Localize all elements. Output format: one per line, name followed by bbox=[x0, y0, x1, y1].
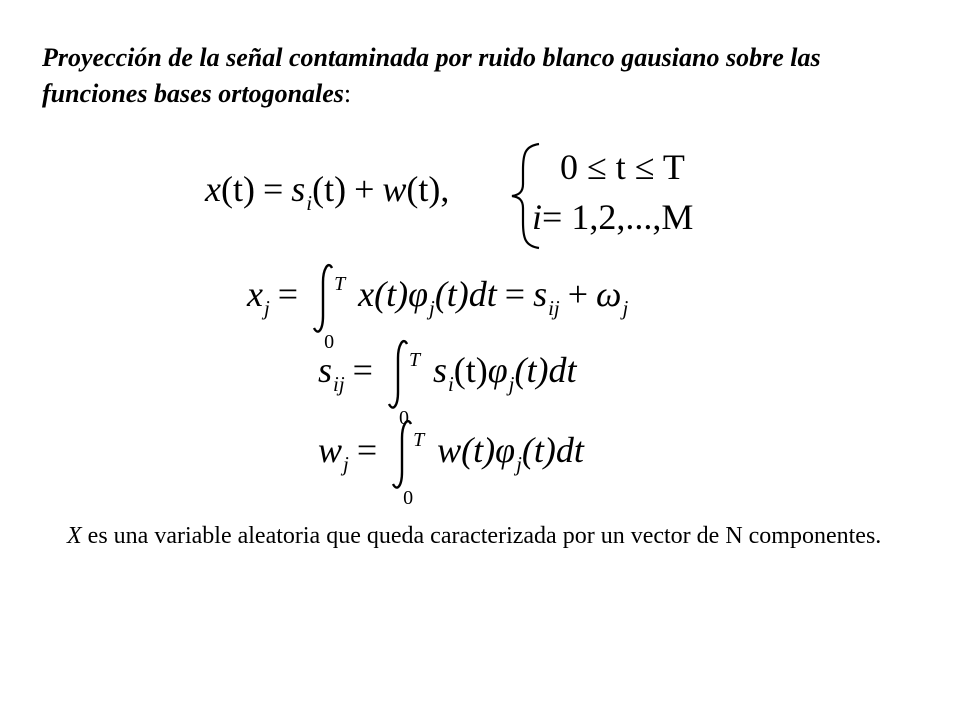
eq1-w-t: (t), bbox=[406, 169, 450, 209]
equation-projection bbox=[247, 264, 629, 353]
integral-icon bbox=[385, 344, 431, 429]
eq3-si-sub: i bbox=[447, 371, 454, 396]
eq2-omega: ω bbox=[596, 274, 622, 314]
eq2-upper-limit: T bbox=[334, 272, 346, 295]
eq3-s-sub: ij bbox=[333, 371, 345, 396]
eq4-phi-sub: j bbox=[516, 451, 522, 476]
eq2-equals: = bbox=[277, 274, 299, 314]
eq1-case2-var: i bbox=[532, 197, 543, 237]
eq2-x-sub: j bbox=[263, 295, 270, 320]
integral-icon bbox=[310, 268, 356, 353]
eq4-phi: φ bbox=[495, 430, 516, 470]
eq3-si-t: (t) bbox=[453, 350, 488, 390]
eq2-s: s bbox=[533, 274, 548, 314]
eq3-phi: φ bbox=[487, 350, 508, 390]
eq1-case1-text: 0 ≤ t ≤ T bbox=[560, 147, 685, 187]
eq4-dt: (t)dt bbox=[521, 430, 584, 470]
eq2-s-sub: ij bbox=[548, 295, 560, 320]
eq3-lower-limit: 0 bbox=[398, 406, 409, 429]
eq1-plus: + bbox=[354, 169, 375, 209]
eq1-x: x bbox=[205, 169, 221, 209]
note-variable: X bbox=[67, 523, 82, 549]
eq1-w: w bbox=[382, 169, 407, 209]
eq3-phi-sub: j bbox=[508, 371, 515, 396]
equation-noise-coefficient bbox=[318, 420, 584, 509]
eq3-s: s bbox=[318, 350, 333, 390]
title-text: Proyección de la señal contaminada por ruido blanco gausiano sobre las funciones bases ortogonales bbox=[42, 43, 821, 108]
eq4-w: w bbox=[318, 430, 343, 470]
eq2-integrand: x(t) bbox=[358, 274, 409, 314]
eq3-dt: (t)dt bbox=[514, 350, 577, 390]
eq3-upper-limit: T bbox=[408, 348, 421, 371]
eq4-equals: = bbox=[356, 430, 378, 470]
eq2-x: x bbox=[247, 274, 263, 314]
eq2-lower-limit: 0 bbox=[324, 330, 335, 353]
eq1-s-t: (t) bbox=[312, 169, 347, 209]
eq1-case2-text: = 1,2,...,M bbox=[542, 197, 694, 237]
eq1-equals: = bbox=[262, 169, 284, 209]
eq4-w-sub: j bbox=[343, 451, 349, 476]
eq1-t: (t) bbox=[220, 169, 255, 209]
eq4-integrand: w(t) bbox=[437, 430, 496, 470]
eq3-equals: = bbox=[352, 350, 373, 390]
eq2-equals-2: = bbox=[504, 274, 526, 314]
eq1-s-sub: i bbox=[306, 190, 313, 215]
eq1-s: s bbox=[291, 169, 306, 209]
eq3-si: s bbox=[432, 350, 447, 390]
title-colon: : bbox=[343, 79, 352, 108]
integral-icon bbox=[389, 424, 435, 509]
equation-signal-coefficient bbox=[318, 340, 577, 429]
eq2-plus: + bbox=[567, 274, 589, 314]
eq2-phi: φ bbox=[408, 274, 428, 314]
note-text: es una variable aleatoria que queda caracterizada por un vector de N componentes. bbox=[81, 523, 882, 549]
eq1-case-index bbox=[532, 182, 693, 252]
eq2-omega-sub: j bbox=[622, 295, 629, 320]
slide-title bbox=[42, 40, 922, 112]
eq4-upper-limit: T bbox=[413, 428, 425, 451]
eq2-dt: (t)dt bbox=[434, 274, 497, 314]
eq4-lower-limit: 0 bbox=[403, 486, 414, 509]
description-text bbox=[67, 520, 927, 553]
eq2-phi-sub: j bbox=[429, 295, 435, 320]
